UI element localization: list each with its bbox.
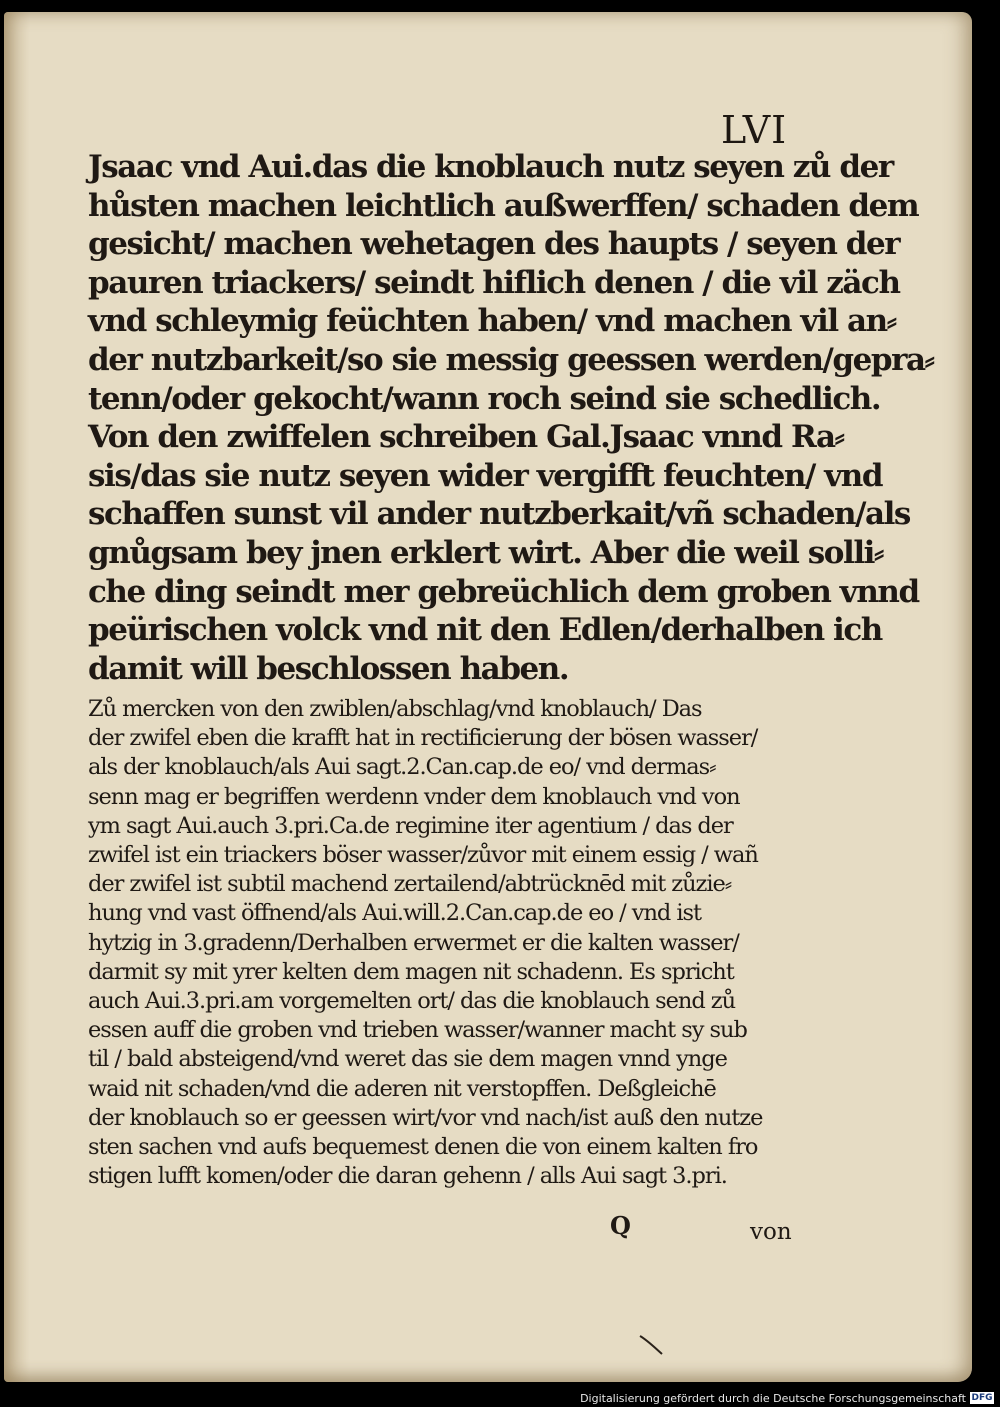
text-line: ym sagt Aui.auch 3.pri.Ca.de regimine iter agentium / das der	[88, 812, 733, 839]
text-line: tenn/oder gekocht/wann roch seind sie schedlich.	[88, 380, 881, 417]
text-line: Zů mercken von den zwiblen/abschlag/vnd knoblauch/ Das	[88, 696, 702, 722]
text-line: hung vnd vast öffnend/als Aui.will.2.Can.cap.de eo / vnd ist	[88, 900, 702, 927]
text-line: der zwifel eben die krafft hat in rectificierung der bösen wasser/	[88, 725, 758, 752]
text-line: schaffen sunst vil ander nutzberkait/vñ schaden/als	[88, 496, 910, 533]
text-line: peürischen volck vnd nit den Edlen/derhalben ich	[88, 612, 882, 649]
text-line: gesicht/ machen wehetagen des haupts / seyen der	[88, 226, 900, 263]
text-line: sis/das sie nutz seyen wider vergifft feuchten/ vnd	[88, 457, 883, 494]
text-line: pauren triackers/ seindt hiflich denen / die vil zäch	[88, 264, 900, 301]
text-line: vnd schleymig feüchten haben/ vnd machen vil an⸗	[88, 303, 896, 340]
paragraph-1	[88, 148, 934, 688]
digitization-credit: Digitalisierung gefördert durch die Deutsche Forschungsgemeinschaft	[580, 1392, 966, 1405]
text-line: senn mag er begriffen werdenn vnder dem knoblauch vnd von	[88, 783, 740, 810]
paragraph-2	[88, 695, 762, 1191]
text-line: til / bald absteigend/vnd weret das sie dem magen vnnd ynge	[88, 1046, 727, 1073]
ink-mark-icon	[638, 1332, 666, 1358]
text-line: auch Aui.3.pri.am vorgemelten ort/ das die knoblauch send zů	[88, 988, 736, 1015]
text-line: der zwifel ist subtil machend zertailend/abtrücknēd mit zůzie⸗	[88, 871, 732, 898]
text-line: darmit sy mit yrer kelten dem magen nit schadenn. Es spricht	[88, 958, 734, 985]
catchword: von	[750, 1219, 792, 1245]
text-line: hůsten machen leichtlich außwerffen/ schaden dem	[88, 187, 919, 224]
text-line: hytzig in 3.gradenn/Derhalben erwermet er die kalten wasser/	[88, 929, 739, 956]
text-line: che ding seindt mer gebreüchlich dem groben vnnd	[88, 573, 919, 610]
text-line: als der knoblauch/als Aui sagt.2.Can.cap.de eo/ vnd dermas⸗	[88, 754, 716, 781]
folio-number: LVI	[721, 108, 788, 152]
dfg-logo: DFG	[971, 1393, 993, 1403]
text-line: gnůgsam bey jnen erklert wirt. Aber die weil solli⸗	[88, 534, 883, 571]
text-line: essen auff die groben vnd trieben wasser/wanner macht sy sub	[88, 1017, 747, 1044]
text-line: waid nit schaden/vnd die aderen nit verstopffen. Deßgleichē	[88, 1075, 716, 1102]
text-line: der nutzbarkeit/so sie messig geessen werden/gepra⸗	[88, 341, 934, 378]
text-line: zwifel ist ein triackers böser wasser/zůvor mit einem essig / wañ	[88, 842, 758, 869]
text-line: damit will beschlossen haben.	[88, 650, 569, 687]
text-line: der knoblauch so er geessen wirt/vor vnd nach/ist auß den nutze	[88, 1104, 763, 1131]
signature-mark: Q	[610, 1211, 631, 1240]
text-line: Von den zwiffelen schreiben Gal.Jsaac vnnd Ra⸗	[88, 419, 844, 456]
text-line: sten sachen vnd aufs bequemest denen die von einem kalten fro	[88, 1134, 758, 1161]
book-page	[4, 12, 972, 1382]
text-line: Jsaac vnd Aui.das die knoblauch nutz seyen zů der	[88, 149, 893, 185]
text-line: stigen lufft komen/oder die daran gehenn / alls Aui sagt 3.pri.	[88, 1163, 727, 1190]
